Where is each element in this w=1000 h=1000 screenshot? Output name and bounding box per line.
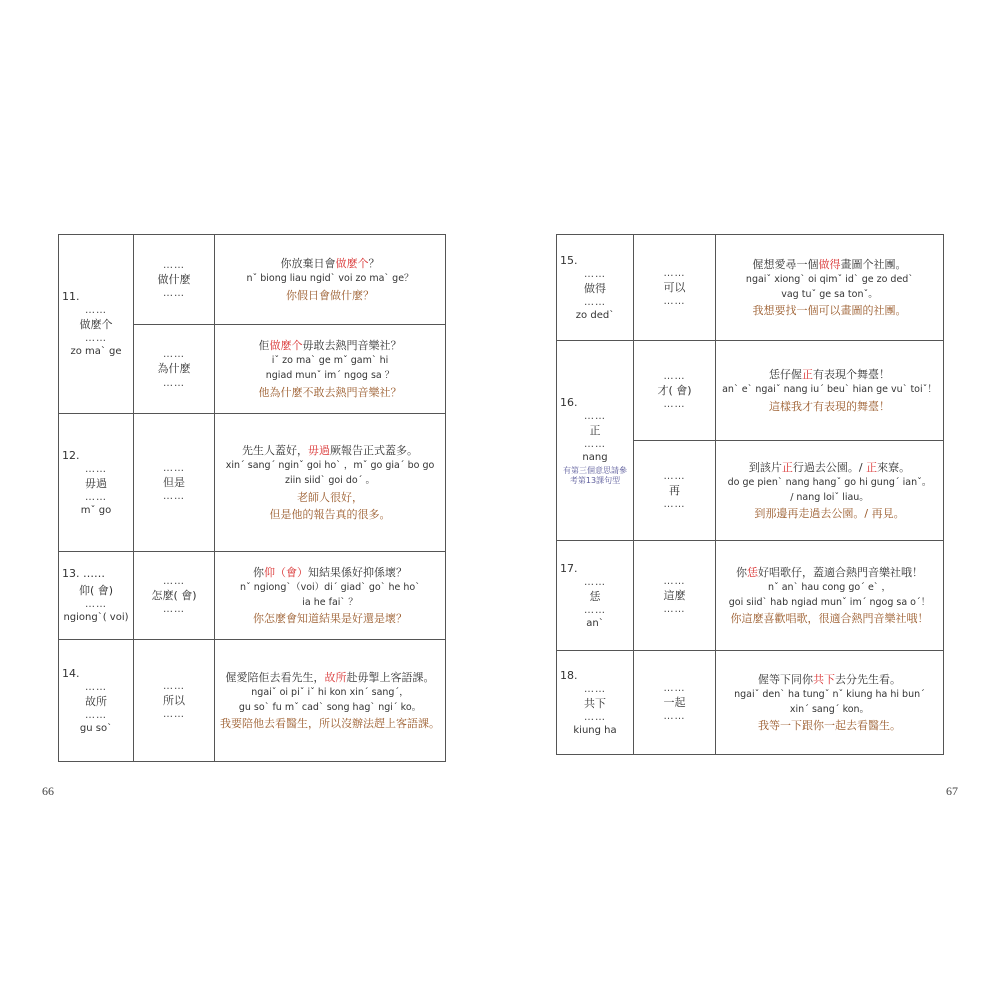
highlighted-word: 正	[802, 368, 813, 382]
example-pin-line	[719, 581, 940, 596]
example-text: 你這麼喜歡唱歌，很適合熱門音樂社哦！	[730, 612, 929, 626]
example-text: do ge pienˋ nang hangˇ go hi gungˊ ianˇ。	[727, 476, 932, 488]
example-text: 我想要找一個可以畫圖的社團。	[752, 304, 907, 318]
page-right	[556, 234, 943, 755]
example-cell	[716, 235, 944, 341]
blank-dots: ……	[584, 683, 606, 695]
blank-dots: ……	[584, 268, 606, 280]
example-hakka-line	[719, 564, 940, 581]
blank-dots: ……	[663, 267, 686, 279]
meaning-text: 一起	[663, 695, 686, 709]
example-text: 到那邊再走過去公園。/ 再見。	[754, 507, 905, 521]
example-text: nˇ biong liau ngid` voi zo ma` ge？	[246, 273, 414, 285]
example-text: 我要陪他去看醫生，所以沒辦法趕上客語課。	[220, 717, 440, 731]
example-pin-line	[218, 474, 442, 489]
example-text: ngaiˇ oi piˇ iˇ hi kon xinˊ sangˊ，	[251, 686, 409, 698]
table-row	[557, 541, 944, 651]
example-text: ngiad munˇ imˊ ngog sa ？	[265, 370, 395, 381]
example-pin-line	[218, 459, 442, 474]
blank-dots: ……	[85, 305, 107, 317]
entry-word-cell	[557, 541, 634, 651]
entry-word-cell	[59, 640, 134, 762]
example-text: 偓愛陪佢去看先生，	[225, 670, 325, 684]
blank-dots: ……	[663, 575, 686, 587]
meaning-text: 但是	[163, 475, 185, 489]
highlighted-word: 做麼个	[335, 257, 369, 271]
blank-dots: ……	[584, 576, 606, 588]
blank-dots: ……	[584, 410, 606, 422]
blank-dots: ……	[163, 491, 185, 503]
example-text: xinˊ sangˊ nginˇ goi ho` ，mˇ go giaˊ bo go	[225, 460, 435, 472]
example-hakka-line	[719, 366, 940, 383]
table-row	[59, 552, 446, 640]
blank-dots: ……	[85, 463, 107, 475]
example-pin-line	[719, 688, 940, 703]
example-hakka-line	[218, 255, 442, 272]
example-hakka-line	[719, 256, 940, 273]
blank-dots: ……	[163, 349, 185, 361]
blank-dots: ……	[163, 575, 185, 587]
example-text: 這樣我才有表現的舞臺！	[769, 399, 890, 413]
meaning-text: 怎麼( 會)	[151, 588, 197, 602]
page-left	[58, 234, 445, 762]
meaning-text: 才( 會)	[657, 383, 692, 397]
entry-word-cell	[59, 552, 134, 640]
entry-pinyin: an`	[586, 617, 604, 629]
entry-pinyin: zo ma` ge	[70, 346, 122, 358]
entry-pinyin: gu so`	[79, 722, 113, 734]
entry-hakka-word: 共下	[584, 696, 606, 710]
blank-dots: ……	[663, 682, 686, 694]
example-cell	[215, 235, 446, 325]
entry-number: 11.	[62, 290, 80, 304]
example-text: 毋敢去熱門音樂社？	[302, 339, 402, 353]
example-pin-line	[719, 596, 940, 611]
example-cell	[716, 341, 944, 441]
entry-number: 13. ……	[62, 567, 105, 581]
blank-dots: ……	[584, 711, 606, 723]
blank-dots: ……	[663, 604, 686, 616]
example-text: 好唱歌仔，蓋適合熱門音樂社哦！	[758, 565, 923, 579]
example-text: 到該片	[748, 460, 782, 474]
highlighted-word: 做得	[818, 257, 841, 271]
entry-number: 18.	[560, 668, 578, 682]
example-text: 你假日會做什麼？	[286, 288, 374, 302]
blank-dots: ……	[85, 333, 107, 345]
highlighted-word: 恁	[747, 565, 758, 579]
entry-pinyin: ngiong`( voi)	[63, 612, 129, 624]
blank-dots: ……	[163, 709, 185, 721]
example-text: ？	[368, 257, 380, 271]
example-text: 但是他的報告真的很多。	[269, 507, 391, 521]
vocab-table-right	[556, 234, 944, 755]
example-pin-line	[719, 383, 940, 398]
entry-hakka-word: 做麼个	[79, 318, 113, 332]
blank-dots: ……	[663, 296, 686, 308]
entry-note: 有第三個意思請參考第13課句型	[563, 465, 627, 486]
blank-dots: ……	[584, 604, 606, 616]
entry-hakka-word: 做得	[584, 281, 606, 295]
page-number-left: 66	[42, 784, 54, 798]
blank-dots: ……	[163, 462, 185, 474]
example-pin-line	[218, 596, 442, 611]
example-cell	[215, 552, 446, 640]
vocab-table-left	[58, 234, 446, 762]
entry-hakka-word: 仰( 會)	[78, 584, 114, 598]
example-zh-line	[218, 489, 442, 506]
example-text: an` e` ngaiˇ nang iuˊ beu` hian ge vu` toiˇ！	[722, 384, 937, 396]
example-hakka-line	[719, 459, 940, 476]
entry-pinyin: mˇ go	[80, 504, 112, 516]
entry-hakka-word: 故所	[85, 694, 107, 708]
example-text: ngaiˇ den` ha tungˇ nˇ kiung ha hi bunˊ	[734, 688, 925, 700]
highlighted-word: 做麼个	[269, 339, 303, 353]
example-pin-line	[218, 581, 442, 596]
blank-dots: ……	[163, 377, 185, 389]
blank-dots: ……	[584, 296, 606, 308]
example-cell	[215, 640, 446, 762]
highlighted-word: 毋過	[308, 444, 330, 458]
example-text: 老師人很好，	[297, 490, 363, 504]
entry-number: 16.	[560, 395, 578, 409]
example-zh-line	[218, 506, 442, 523]
entry-hakka-word: 正	[589, 423, 601, 437]
example-text: 偓等下同你	[758, 672, 813, 686]
example-pin-line	[218, 354, 442, 369]
example-pin-line	[719, 703, 940, 718]
blank-dots: ……	[85, 599, 107, 611]
meaning-cell	[634, 341, 716, 441]
example-text: 你	[736, 565, 747, 579]
meaning-cell	[134, 640, 215, 762]
meaning-cell	[134, 552, 215, 640]
example-cell	[716, 651, 944, 755]
example-text: 他為什麼不敢去熱門音樂社？	[258, 385, 402, 399]
example-hakka-line	[719, 671, 940, 688]
example-text: ngaiˇ xiong` oi qimˇ idˋ ge zo ded`	[745, 273, 914, 285]
entry-hakka-word: 毋過	[85, 476, 107, 490]
example-zh-line	[719, 398, 940, 415]
entry-word-cell	[59, 235, 134, 414]
meaning-text: 這麼	[663, 588, 686, 602]
meaning-cell	[134, 414, 215, 552]
blank-dots: ……	[663, 399, 686, 411]
example-pin-line	[719, 476, 940, 491]
example-text: 有表現个舞臺！	[813, 368, 890, 382]
meaning-cell	[634, 541, 716, 651]
example-text: 佢	[258, 339, 270, 353]
example-text: vag tuˇ ge sa tonˇ。	[781, 288, 878, 300]
blank-dots: ……	[663, 370, 686, 382]
blank-dots: ……	[85, 681, 107, 693]
example-zh-line	[719, 505, 940, 522]
meaning-cell	[634, 235, 716, 341]
example-text: 來寮。	[877, 460, 911, 474]
blank-dots: ……	[163, 604, 185, 616]
example-text: 你怎麼會知道結果是好還是壞？	[253, 612, 407, 626]
table-row	[59, 235, 446, 325]
entry-number: 12.	[62, 448, 80, 462]
blank-dots: ……	[163, 680, 185, 692]
entry-number: 17.	[560, 561, 578, 575]
blank-dots: ……	[663, 711, 686, 723]
example-text: 去分先生看。	[835, 672, 901, 686]
blank-dots: ……	[85, 491, 107, 503]
example-text: nˇ ngiong`（voi）diˊ giadˋ go` he ho`	[240, 581, 420, 593]
entry-pinyin: kiung ha	[573, 724, 617, 736]
example-text: 知結果係好抑係壞？	[308, 565, 407, 579]
example-text: 我等一下跟你一起去看醫生。	[758, 719, 901, 733]
entry-word-cell	[557, 651, 634, 755]
example-text: xinˊ sangˊ kon。	[789, 703, 870, 715]
entry-word-cell	[557, 235, 634, 341]
blank-dots: ……	[163, 259, 185, 271]
entry-word-cell	[557, 341, 634, 541]
example-text: iа he fai` ？	[302, 596, 358, 608]
meaning-text: 所以	[163, 693, 185, 707]
example-text: / nang loiˇ liau。	[790, 491, 869, 503]
example-zh-line	[719, 717, 940, 734]
meaning-text: 做什麼	[157, 272, 191, 286]
example-pin-line	[218, 272, 442, 287]
example-text: 你放棄日會	[280, 257, 336, 271]
example-text: 厥報告正式蓋多。	[330, 444, 418, 458]
meaning-cell	[134, 235, 215, 325]
entry-word-cell	[59, 414, 134, 552]
blank-dots: ……	[584, 439, 606, 450]
blank-dots: ……	[663, 470, 686, 482]
example-zh-line	[218, 715, 442, 732]
entry-pinyin: nang	[582, 452, 608, 463]
example-text: 恁仔偓	[769, 368, 802, 382]
entry-pinyin: zo ded`	[575, 309, 615, 321]
example-zh-line	[218, 384, 442, 401]
example-text: goi siidˋ hab ngiad munˇ imˊ ngog sa oˊ！	[728, 596, 931, 608]
example-zh-line	[719, 302, 940, 319]
blank-dots: ……	[163, 288, 185, 300]
example-cell	[716, 541, 944, 651]
example-text: nˇ an` hau cong goˊ e` ，	[767, 581, 892, 593]
example-pin-line	[719, 491, 940, 506]
example-text: 赴毋掣上客語課。	[346, 670, 435, 684]
table-row	[557, 341, 944, 441]
entry-hakka-word: 恁	[589, 589, 601, 603]
table-row	[557, 235, 944, 341]
example-hakka-line	[218, 442, 442, 459]
example-pin-line	[218, 369, 442, 384]
meaning-text: 可以	[663, 280, 686, 294]
example-pin-line	[218, 701, 442, 716]
blank-dots: ……	[85, 709, 107, 721]
example-cell	[215, 414, 446, 552]
example-pin-line	[719, 288, 940, 303]
example-text: gu so` fu mˇ cadˋ song hag` ngiˊ ko。	[238, 701, 422, 713]
example-hakka-line	[218, 669, 442, 686]
meaning-text: 再	[669, 483, 680, 497]
example-text: 你	[253, 565, 264, 579]
highlighted-word: 正	[866, 460, 878, 474]
example-text: iˇ zo ma` ge mˇ gam` hi	[271, 355, 389, 367]
table-row	[59, 640, 446, 762]
example-cell	[215, 325, 446, 414]
highlighted-word: 仰（會）	[264, 565, 308, 579]
example-text: 偓想愛尋一個	[752, 257, 819, 271]
meaning-cell	[134, 325, 215, 414]
example-zh-line	[218, 287, 442, 304]
example-text: 先生人蓋好，	[242, 444, 308, 458]
meaning-cell	[634, 651, 716, 755]
highlighted-word: 故所	[324, 670, 347, 684]
highlighted-word: 共下	[813, 672, 835, 686]
page-number-right: 67	[946, 784, 958, 798]
example-zh-line	[218, 610, 442, 627]
example-pin-line	[218, 686, 442, 701]
blank-dots: ……	[663, 499, 686, 511]
table-row	[557, 651, 944, 755]
example-zh-line	[719, 610, 940, 627]
entry-number: 15.	[560, 253, 578, 267]
example-text: 行過去公園。/	[792, 460, 867, 474]
example-text: 畫圖个社團。	[840, 257, 907, 271]
highlighted-word: 正	[781, 460, 793, 474]
entry-number: 14.	[62, 666, 80, 680]
example-hakka-line	[218, 564, 442, 581]
example-cell	[716, 441, 944, 541]
example-text: ziin siidˋ goi doˊ 。	[285, 474, 375, 486]
table-row	[59, 414, 446, 552]
example-pin-line	[719, 273, 940, 288]
example-hakka-line	[218, 337, 442, 354]
meaning-text: 為什麼	[157, 362, 191, 376]
meaning-cell	[634, 441, 716, 541]
